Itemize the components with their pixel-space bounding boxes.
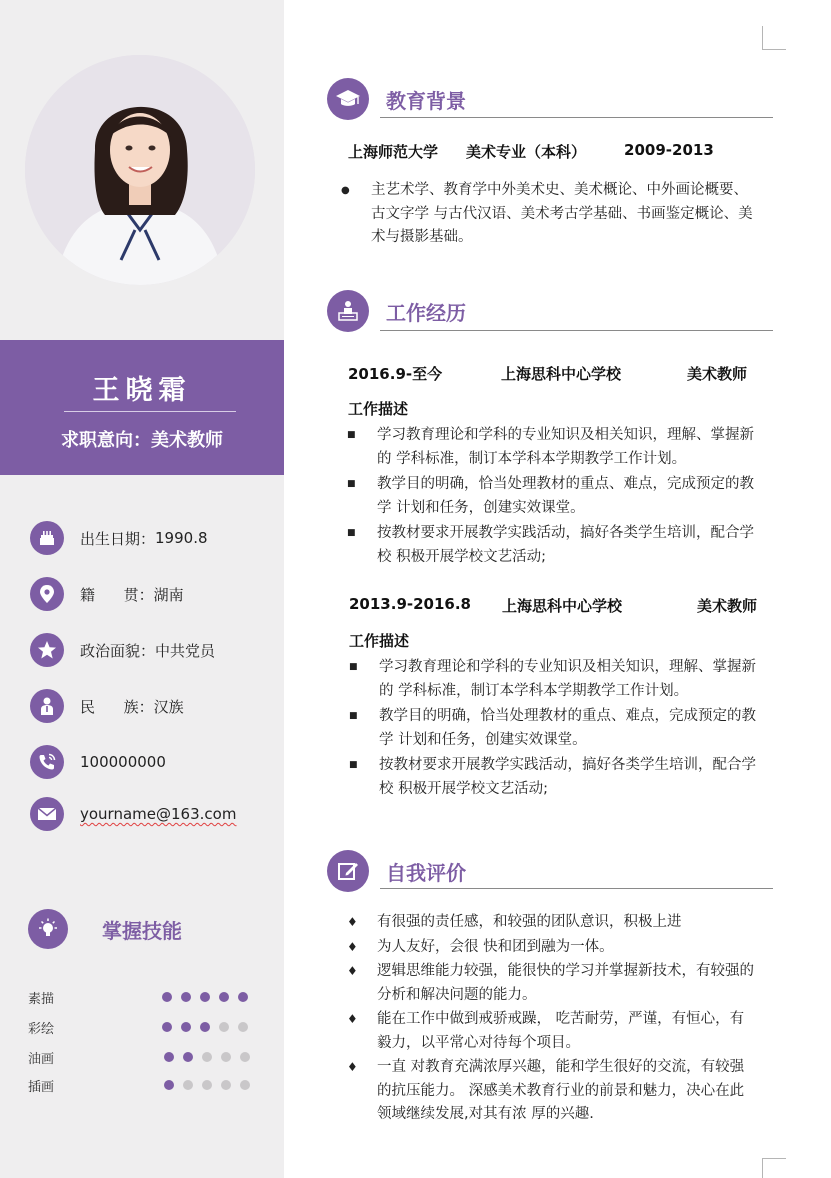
job-duty-item: ■ 学习教育理论和学科的专业知识及相关知识，理解、掌握新的 学科标准，制订本学科本学期教学工作计划。 xyxy=(379,656,759,703)
rating-dot-empty xyxy=(240,1080,250,1090)
education-major: 美术专业（本科） xyxy=(466,143,587,161)
teacher-icon xyxy=(327,290,369,332)
phone-icon xyxy=(30,745,64,779)
rating-dot-filled xyxy=(181,992,191,1002)
rating-dot-empty xyxy=(202,1052,212,1062)
mail-icon xyxy=(30,797,64,831)
skill-row xyxy=(28,1018,268,1036)
self-eval-item: ♦ 一直 对教育充满浓厚兴趣，能和学生很好的交流，有较强的抗压能力。 深感美术教育行业的前景和魅力，决心在此领域继续发展,对其有浓 厚的兴趣. xyxy=(377,1056,755,1127)
rating-dot-empty xyxy=(240,1052,250,1062)
info-value: 中共党员 xyxy=(155,641,216,660)
info-value: 湖南 xyxy=(153,585,184,604)
info-row-birthdate xyxy=(30,521,208,555)
rating-dot-empty xyxy=(221,1080,231,1090)
candidate-name: 王晓霜 xyxy=(92,375,192,406)
job-1-duties xyxy=(377,424,757,569)
job-duty-item: ■ 学习教育理论和学科的专业知识及相关知识，理解、掌握新的 学科标准，制订本学科本学期教学工作计划。 xyxy=(377,424,757,471)
job-2-duties xyxy=(379,656,759,801)
email-link[interactable]: yourname@163.com xyxy=(80,805,237,823)
rating-dot-filled xyxy=(181,1022,191,1032)
self-eval-item: ♦ 能在工作中做到戒骄戒躁， 吃苦耐劳，严谨，有恒心，有毅力，以平常心对待每个项目。 xyxy=(377,1008,755,1055)
skill-name: 油画 xyxy=(28,1051,55,1067)
self-eval-title: 自我评价 xyxy=(386,860,466,885)
education-courses xyxy=(371,179,759,250)
job-duty-item: ■ 按教材要求开展教学实践活动，搞好各类学生培训，配合学校 积极开展学校文艺活动; xyxy=(377,522,757,569)
info-label: 出生日期： xyxy=(80,529,156,548)
job-duty-item: ■ 教学目的明确，恰当处理教材的重点、难点，完成预定的教学 计划和任务，创建实效课堂。 xyxy=(379,705,759,752)
person-icon xyxy=(30,689,64,723)
rating-dot-filled xyxy=(164,1052,174,1062)
skill-name: 素描 xyxy=(28,991,55,1007)
rating-dot-filled xyxy=(162,1022,172,1032)
name-band xyxy=(0,340,284,475)
info-value: 1990.8 xyxy=(155,529,208,547)
education-course-item: ● 主艺术学、教育学中外美术史、美术概论、中外画论概要、古文字学 与古代汉语、美术考古学基础、书画鉴定概论、美术与摄影基础。 xyxy=(371,179,759,250)
page-corner-mark xyxy=(762,1158,786,1178)
job-2-role: 美术教师 xyxy=(697,597,758,615)
rating-dot-filled xyxy=(200,1022,210,1032)
location-pin-icon xyxy=(30,577,64,611)
job-2-company: 上海思科中心学校 xyxy=(502,597,623,615)
job-duty-item: ■ 按教材要求开展教学实践活动，搞好各类学生培训，配合学校 积极开展学校文艺活动; xyxy=(379,754,759,801)
rating-dot-filled xyxy=(162,992,172,1002)
job-intent: 求职意向：美术教师 xyxy=(61,430,223,451)
skill-rating xyxy=(162,992,248,1002)
self-eval-item: ♦ 为人友好，会很 快和团到融为一体。 xyxy=(377,936,755,960)
info-label: 政治面貌： xyxy=(80,641,156,660)
edit-icon xyxy=(327,850,369,892)
rating-dot-filled xyxy=(183,1052,193,1062)
info-row-email xyxy=(30,797,236,831)
self-eval-rule xyxy=(380,888,773,889)
skill-name: 插画 xyxy=(28,1079,55,1095)
education-rule xyxy=(380,117,773,118)
page-corner-mark xyxy=(762,26,786,50)
info-row-hometown xyxy=(30,577,184,611)
rating-dot-empty xyxy=(221,1052,231,1062)
rating-dot-filled xyxy=(164,1080,174,1090)
info-row-political xyxy=(30,633,215,667)
info-label: 民 族： xyxy=(80,697,154,716)
rating-dot-filled xyxy=(200,992,210,1002)
skill-rating xyxy=(162,1022,248,1032)
skill-row xyxy=(28,988,268,1006)
skill-rating xyxy=(164,1080,250,1090)
self-eval-item: ♦ 有很强的责任感，和较强的团队意识，积极上进 xyxy=(377,911,755,935)
job-1-company: 上海思科中心学校 xyxy=(501,365,622,383)
rating-dot-filled xyxy=(238,992,248,1002)
info-row-ethnicity xyxy=(30,689,184,723)
graduation-cap-icon xyxy=(327,78,369,120)
cake-icon xyxy=(30,521,64,555)
job-1-period: 2016.9-至今 xyxy=(348,365,443,383)
rating-dot-empty xyxy=(183,1080,193,1090)
rating-dot-filled xyxy=(219,992,229,1002)
rating-dot-empty xyxy=(219,1022,229,1032)
skill-row xyxy=(28,1076,268,1094)
job-duty-item: ■ 教学目的明确，恰当处理教材的重点、难点，完成预定的教学 计划和任务，创建实效课堂。 xyxy=(377,473,757,520)
job-1-role: 美术教师 xyxy=(687,365,748,383)
info-row-phone xyxy=(30,745,166,779)
self-eval-item: ♦ 逻辑思维能力较强，能很快的学习并掌握新技术，有较强的分析和解决问题的能力。 xyxy=(377,960,755,1007)
education-period: 2009-2013 xyxy=(624,141,714,159)
work-header xyxy=(327,290,773,332)
info-value: 汉族 xyxy=(153,697,184,716)
education-title: 教育背景 xyxy=(386,88,466,113)
phone-value: 100000000 xyxy=(80,753,166,771)
name-divider xyxy=(64,411,236,412)
self-eval-list xyxy=(377,911,755,1127)
skill-name: 彩绘 xyxy=(28,1021,55,1037)
skill-rating xyxy=(164,1052,250,1062)
rating-dot-empty xyxy=(238,1022,248,1032)
job-1-desc-title: 工作描述 xyxy=(348,400,409,418)
work-rule xyxy=(380,330,773,331)
self-eval-header xyxy=(327,850,773,892)
education-summary xyxy=(348,141,714,162)
skill-row xyxy=(28,1048,268,1066)
education-header xyxy=(327,78,773,120)
job-2-desc-title: 工作描述 xyxy=(349,632,410,650)
education-school: 上海师范大学 xyxy=(348,143,439,161)
rating-dot-empty xyxy=(202,1080,212,1090)
work-title: 工作经历 xyxy=(386,300,466,325)
skills-title: 掌握技能 xyxy=(102,918,182,943)
skills-header xyxy=(28,909,182,949)
profile-photo xyxy=(25,55,255,285)
info-label: 籍 贯： xyxy=(80,585,154,604)
lightbulb-icon xyxy=(28,909,68,949)
star-icon xyxy=(30,633,64,667)
job-2-period: 2013.9-2016.8 xyxy=(349,595,471,613)
